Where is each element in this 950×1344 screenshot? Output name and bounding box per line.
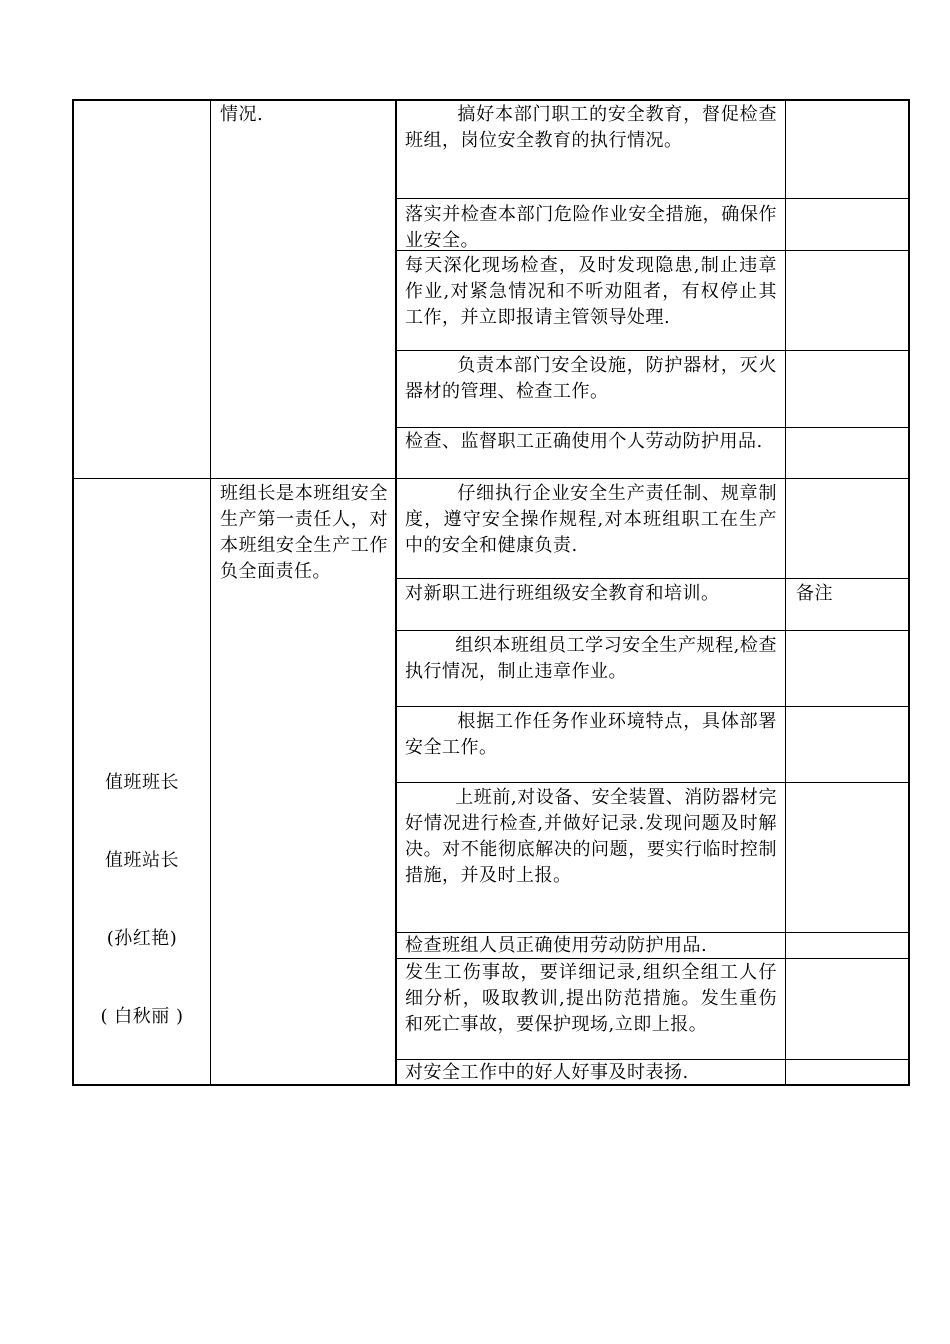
duty-cell: 上班前,对设备、安全装置、消防器材完好情况进行检查,并做好记录.发现问题及时解决。对不能彻底解决的问题，要实行临时控制措施，并及时上报。 [405, 787, 777, 886]
duty-cell: 每天深化现场检查，及时发现隐患,制止违章作业,对紧急情况和不听劝阻者，有权停止其工作，并立即报请主管领导处理. [405, 255, 777, 328]
column-divider-1 [210, 99, 211, 1086]
duty-cell: 落实并检查本部门危险作业安全措施，确保作业安全。 [405, 204, 777, 251]
duty-cell: 发生工伤事故，要详细记录,组织全组工人仔细分析，吸取教训,提出防范措施。发生重伤和死亡事故，要保护现场,立即上报。 [405, 962, 777, 1035]
row-divider [396, 630, 908, 631]
duty-cell: 负责本部门安全设施，防护器材，灭火器材的管理、检查工作。 [405, 355, 778, 402]
role-line: 值班站长 [105, 850, 179, 871]
table-border-right [908, 99, 910, 1086]
role-line: 值班班长 [105, 772, 179, 793]
row-divider [396, 350, 908, 351]
section-divider [72, 478, 908, 479]
column-divider-2 [395, 99, 397, 1086]
duty-cell: 检查、监督职工正确使用个人劳动防护用品. [405, 431, 763, 452]
duty-cell: 搞好本部门职工的安全教育，督促检查班组，岗位安全教育的执行情况。 [405, 104, 778, 151]
duty-cell: 检查班组人员正确使用劳动防护用品. [405, 935, 708, 956]
duty-cell: 组织本班组员工学习安全生产规程,检查执行情况，制止违章作业。 [405, 635, 777, 682]
row-divider [396, 198, 908, 199]
row-divider [396, 706, 908, 707]
role-line: (孙红艳) [106, 928, 178, 949]
duty-cell: 对新职工进行班组级安全教育和培训。 [405, 583, 720, 604]
section2-responsibility: 班组长是本班组安全生产第一责任人，对本班组安全生产工作负全面责任。 [220, 483, 388, 582]
role-line: ( 白秋丽 ) [100, 1006, 184, 1027]
role-name [74, 718, 210, 1082]
duty-cell: 仔细执行企业安全生产责任制、规章制度，遵守安全操作规程,对本班组职工在生产中的安全和健康负责. [405, 483, 778, 556]
section1-responsibility: 情况. [220, 104, 264, 125]
remark-cell: 备注 [796, 583, 833, 604]
row-divider [396, 578, 908, 579]
duty-cell: 根据工作任务作业环境特点，具体部署安全工作。 [405, 711, 778, 758]
duty-cell: 对安全工作中的好人好事及时表扬. [405, 1062, 689, 1083]
column-divider-3 [785, 99, 786, 1086]
row-divider [396, 427, 908, 428]
row-divider [396, 782, 908, 783]
